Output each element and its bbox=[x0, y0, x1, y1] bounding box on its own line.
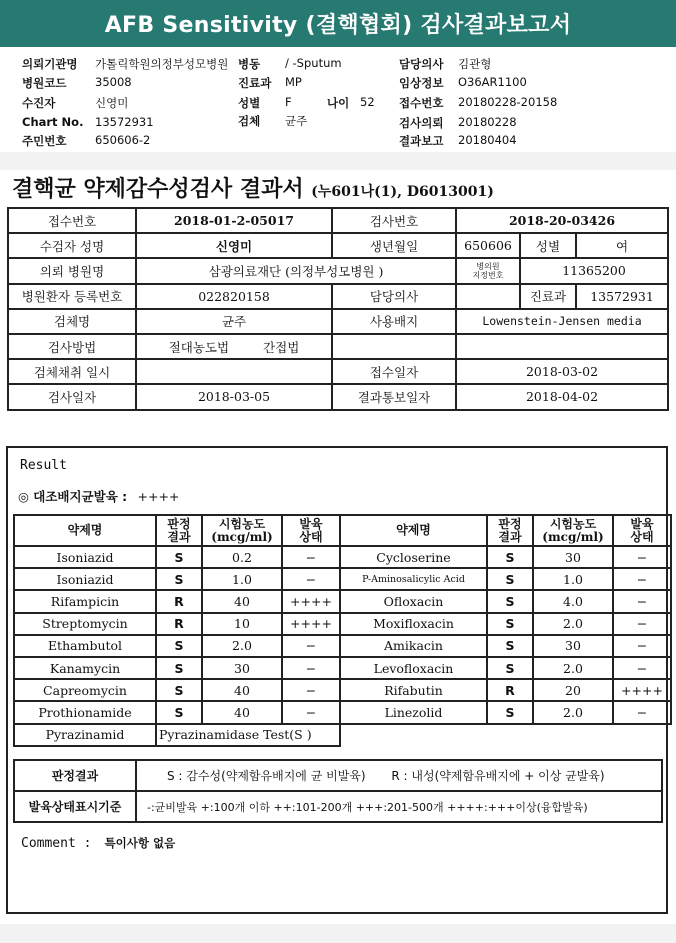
designated-label-line2: 지정번호 bbox=[472, 270, 504, 280]
table-row bbox=[8, 334, 668, 359]
drug-row bbox=[14, 679, 671, 701]
drug-conc-cell: 1.0 bbox=[202, 568, 282, 590]
drug-row bbox=[14, 613, 671, 635]
medium-label: 사용배지 bbox=[332, 309, 456, 334]
test-date-label: 검사일자 bbox=[8, 384, 136, 409]
patient-value: 신영미 bbox=[95, 96, 129, 110]
drug-growth-cell: ++++ bbox=[282, 590, 340, 612]
doctor-label: 담당의사 bbox=[399, 57, 444, 71]
drug-row bbox=[14, 701, 671, 723]
drug-growth-cell: − bbox=[613, 635, 671, 657]
drug-conc-cell: 2.0 bbox=[202, 635, 282, 657]
drug-drug-cell: Moxifloxacin bbox=[340, 613, 487, 635]
col-growth-line1: 발육 bbox=[299, 516, 323, 531]
col-growth-line2: 상태 bbox=[630, 529, 654, 544]
col-conc-line1: 시험농도 bbox=[549, 516, 597, 531]
drug-conc-cell: 30 bbox=[533, 546, 613, 568]
chart-no-value: 13572931 bbox=[95, 115, 154, 129]
drug-growth-cell: − bbox=[282, 657, 340, 679]
report-date-label: 결과보고 bbox=[399, 134, 444, 148]
drug-judge-cell: S bbox=[156, 679, 202, 701]
col-conc-line2: (mcg/ml) bbox=[211, 529, 273, 544]
col-conc-line2: (mcg/ml) bbox=[542, 529, 604, 544]
drug-drug-cell: Linezolid bbox=[340, 701, 487, 723]
col-conc-left bbox=[202, 515, 282, 546]
drug-growth-cell: − bbox=[282, 568, 340, 590]
resident-label: 주민번호 bbox=[22, 134, 67, 148]
drug-drug-cell: Levofloxacin bbox=[340, 657, 487, 679]
drug-drug-cell: P-Aminosalicylic Acid bbox=[340, 568, 487, 590]
method-value-2: 간접법 bbox=[263, 339, 300, 355]
table-row bbox=[8, 258, 668, 283]
drug-drug-cell: Rifabutin bbox=[340, 679, 487, 701]
drug-row bbox=[14, 590, 671, 612]
clinical-label: 임상정보 bbox=[399, 76, 444, 90]
judge-legend-s: S : 감수성(약제함유배지에 균 비발육) bbox=[167, 769, 366, 783]
drug-judge-cell: S bbox=[487, 568, 533, 590]
page-footer-gap bbox=[0, 924, 676, 943]
drug-judge-cell: S bbox=[156, 546, 202, 568]
drug-judge-cell: R bbox=[156, 590, 202, 612]
notify-value: 2018-04-02 bbox=[456, 384, 668, 409]
col-drug-left: 약제명 bbox=[14, 515, 156, 546]
drug-conc-cell: 40 bbox=[202, 590, 282, 612]
col-conc-right bbox=[533, 515, 613, 546]
dept-label: 진료과 bbox=[520, 284, 576, 309]
drug-judge-cell: S bbox=[156, 701, 202, 723]
document-title-main: 결핵균 약제감수성검사 결과서 bbox=[12, 176, 304, 202]
document-title bbox=[12, 172, 494, 203]
drug-judge-cell: R bbox=[156, 613, 202, 635]
table-row bbox=[8, 309, 668, 334]
drug-growth-cell: − bbox=[613, 546, 671, 568]
drug-row bbox=[14, 657, 671, 679]
drug-drug-cell: Capreomycin bbox=[14, 679, 156, 701]
drug-growth-cell: − bbox=[282, 701, 340, 723]
collect-label: 검체채취 일시 bbox=[8, 359, 136, 384]
drug-judge-cell: S bbox=[487, 546, 533, 568]
birth-label: 생년월일 bbox=[332, 233, 456, 258]
drug-drug-cell: Cycloserine bbox=[340, 546, 487, 568]
col-growth-left bbox=[282, 515, 340, 546]
result-heading: Result bbox=[20, 458, 67, 473]
collect-value bbox=[136, 359, 332, 384]
doctor-label: 담당의사 bbox=[332, 284, 456, 309]
age-value: 52 bbox=[360, 95, 375, 109]
drug-growth-cell: − bbox=[613, 701, 671, 723]
designated-label bbox=[456, 258, 520, 283]
receipt-no-value: 2018-01-2-05017 bbox=[136, 208, 332, 233]
drug-drug-cell: Streptomycin bbox=[14, 613, 156, 635]
sex-label: 성별 bbox=[520, 233, 576, 258]
drug-rows bbox=[14, 546, 671, 724]
growth-legend-label: 발육상태표시기준 bbox=[14, 791, 136, 822]
drug-judge-cell: S bbox=[487, 701, 533, 723]
method-label: 검사방법 bbox=[8, 334, 136, 359]
pza-drug: Pyrazinamid bbox=[14, 724, 156, 746]
designated-value: 11365200 bbox=[520, 258, 668, 283]
drug-conc-cell: 10 bbox=[202, 613, 282, 635]
drug-judge-cell: S bbox=[487, 590, 533, 612]
hospital-code-value: 35008 bbox=[95, 75, 132, 89]
judge-legend-label: 판정결과 bbox=[14, 760, 136, 791]
drug-growth-cell: − bbox=[613, 590, 671, 612]
col-judge-line1: 판정 bbox=[167, 516, 191, 531]
report-title: AFB Sensitivity (결핵협회) 검사결과보고서 bbox=[104, 13, 572, 38]
test-date-value: 2018-03-05 bbox=[136, 384, 332, 409]
drug-growth-cell: − bbox=[282, 679, 340, 701]
drug-drug-cell: Kanamycin bbox=[14, 657, 156, 679]
dept-value: 13572931 bbox=[576, 284, 668, 309]
drug-growth-cell: − bbox=[613, 613, 671, 635]
sex-value: F bbox=[285, 95, 292, 109]
doctor-value: 김관형 bbox=[458, 57, 492, 71]
comment-text: 특이사항 없음 bbox=[104, 836, 176, 850]
ward-value: / -Sputum bbox=[285, 56, 342, 70]
col-judge-right bbox=[487, 515, 533, 546]
receive-value: 2018-03-02 bbox=[456, 359, 668, 384]
drug-row bbox=[14, 568, 671, 590]
name-label: 수검자 성명 bbox=[8, 233, 136, 258]
drug-conc-cell: 4.0 bbox=[533, 590, 613, 612]
test-no-value: 2018-20-03426 bbox=[456, 208, 668, 233]
medium-value: Lowenstein-Jensen media bbox=[456, 309, 668, 334]
drug-drug-cell: Amikacin bbox=[340, 635, 487, 657]
col-judge-line1: 판정 bbox=[498, 516, 522, 531]
table-row bbox=[8, 284, 668, 309]
reg-no-value: 022820158 bbox=[136, 284, 332, 309]
table-row bbox=[8, 384, 668, 409]
info-block bbox=[0, 0, 676, 152]
drug-conc-cell: 20 bbox=[533, 679, 613, 701]
growth-legend-text: -:균비발육 +:100개 이하 ++:101-200개 +++:201-500개 ++++:+++이상(융합발육) bbox=[136, 791, 662, 822]
drug-growth-cell: − bbox=[282, 546, 340, 568]
col-conc-line1: 시험농도 bbox=[218, 516, 266, 531]
table-row bbox=[8, 208, 668, 233]
birth-value: 650606 bbox=[456, 233, 520, 258]
drug-judge-cell: S bbox=[156, 635, 202, 657]
age-label: 나이 bbox=[327, 96, 350, 110]
drug-drug-cell: Ethambutol bbox=[14, 635, 156, 657]
comment-label: Comment : bbox=[21, 836, 92, 851]
drug-conc-cell: 2.0 bbox=[533, 613, 613, 635]
drug-drug-cell: Rifampicin bbox=[14, 590, 156, 612]
col-judge-line2: 결과 bbox=[498, 529, 522, 544]
control-growth bbox=[18, 487, 179, 505]
drug-conc-cell: 40 bbox=[202, 701, 282, 723]
pza-blank bbox=[340, 724, 671, 746]
drug-conc-cell: 1.0 bbox=[533, 568, 613, 590]
receipt-no-label: 접수번호 bbox=[8, 208, 136, 233]
method-blank bbox=[332, 334, 456, 359]
drug-drug-cell: Prothionamide bbox=[14, 701, 156, 723]
specimen-value: 균주 bbox=[285, 114, 308, 128]
col-growth-right bbox=[613, 515, 671, 546]
col-judge-left bbox=[156, 515, 202, 546]
test-no-label: 검사번호 bbox=[332, 208, 456, 233]
pza-result: Pyrazinamidase Test(S ) bbox=[156, 724, 340, 746]
request-label: 검사의뢰 bbox=[399, 116, 444, 130]
designated-label-line1: 병의원 bbox=[476, 261, 500, 271]
method-value-1: 절대농도법 bbox=[168, 339, 230, 355]
drug-drug-cell: Isoniazid bbox=[14, 568, 156, 590]
drug-row bbox=[14, 546, 671, 568]
table-row bbox=[8, 359, 668, 384]
col-growth-line2: 상태 bbox=[299, 529, 323, 544]
col-judge-line2: 결과 bbox=[167, 529, 191, 544]
receive-label: 접수일자 bbox=[332, 359, 456, 384]
drug-conc-cell: 2.0 bbox=[533, 657, 613, 679]
method-value bbox=[136, 334, 332, 359]
drug-row bbox=[14, 635, 671, 657]
section-separator bbox=[0, 152, 676, 170]
drug-conc-cell: 30 bbox=[533, 635, 613, 657]
drug-judge-cell: S bbox=[487, 613, 533, 635]
drug-drug-cell: Isoniazid bbox=[14, 546, 156, 568]
sex-label: 성별 bbox=[238, 96, 261, 110]
patient-label: 수진자 bbox=[22, 96, 56, 110]
drug-growth-cell: ++++ bbox=[282, 613, 340, 635]
drug-judge-cell: S bbox=[156, 568, 202, 590]
table-row bbox=[14, 760, 662, 791]
table-row bbox=[8, 233, 668, 258]
institution-label: 의뢰기관명 bbox=[22, 57, 78, 71]
dept-label: 진료과 bbox=[238, 76, 272, 90]
hospital-value: 삼광의료재단 (의정부성모병원 ) bbox=[136, 258, 456, 283]
control-growth-label: ◎ 대조배지균발육 : bbox=[18, 489, 128, 504]
resident-value: 650606-2 bbox=[95, 133, 151, 147]
drug-table bbox=[13, 514, 672, 747]
drug-growth-cell: − bbox=[282, 635, 340, 657]
drug-growth-cell: − bbox=[613, 657, 671, 679]
col-growth-line1: 발육 bbox=[630, 516, 654, 531]
hospital-label: 의뢰 병원명 bbox=[8, 258, 136, 283]
chart-no-label: Chart No. bbox=[22, 115, 84, 129]
col-drug-right: 약제명 bbox=[340, 515, 487, 546]
ward-label: 병동 bbox=[238, 57, 261, 71]
notify-label: 결과통보일자 bbox=[332, 384, 456, 409]
drug-growth-cell: − bbox=[613, 568, 671, 590]
drug-judge-cell: S bbox=[487, 657, 533, 679]
institution-value: 가톨릭학원의정부성모병원 bbox=[95, 57, 229, 71]
sex-value: 여 bbox=[576, 233, 668, 258]
reg-no-label: 병원환자 등록번호 bbox=[8, 284, 136, 309]
drug-conc-cell: 0.2 bbox=[202, 546, 282, 568]
drug-drug-cell: Ofloxacin bbox=[340, 590, 487, 612]
report-date-value: 20180404 bbox=[458, 133, 517, 147]
hospital-code-label: 병원코드 bbox=[22, 76, 67, 90]
registration-table bbox=[7, 207, 669, 411]
judge-legend-r: R : 내성(약제함유배지에 + 이상 균발육) bbox=[391, 769, 605, 783]
table-header-row bbox=[14, 515, 671, 546]
receipt-label: 접수번호 bbox=[399, 96, 444, 110]
comment bbox=[21, 832, 175, 851]
drug-judge-cell: S bbox=[487, 635, 533, 657]
drug-conc-cell: 30 bbox=[202, 657, 282, 679]
request-value: 20180228 bbox=[458, 115, 517, 129]
judge-legend-text bbox=[136, 760, 662, 791]
dept-value: MP bbox=[285, 75, 302, 89]
drug-conc-cell: 2.0 bbox=[533, 701, 613, 723]
pza-row bbox=[14, 724, 671, 746]
drug-judge-cell: R bbox=[487, 679, 533, 701]
table-row bbox=[14, 791, 662, 822]
legend-table bbox=[13, 759, 663, 823]
drug-judge-cell: S bbox=[156, 657, 202, 679]
specimen-label: 검체 bbox=[238, 114, 261, 128]
specimen-label: 검체명 bbox=[8, 309, 136, 334]
method-blank-wide bbox=[456, 334, 668, 359]
drug-conc-cell: 40 bbox=[202, 679, 282, 701]
name-value: 신영미 bbox=[136, 233, 332, 258]
document-title-sub: (누601나(1), D6013001) bbox=[311, 184, 494, 200]
drug-growth-cell: ++++ bbox=[613, 679, 671, 701]
doctor-value bbox=[456, 284, 520, 309]
control-growth-value: ++++ bbox=[137, 489, 180, 504]
specimen-value: 균주 bbox=[136, 309, 332, 334]
receipt-value: 20180228-20158 bbox=[458, 95, 558, 109]
clinical-value: O36AR1100 bbox=[458, 75, 527, 89]
